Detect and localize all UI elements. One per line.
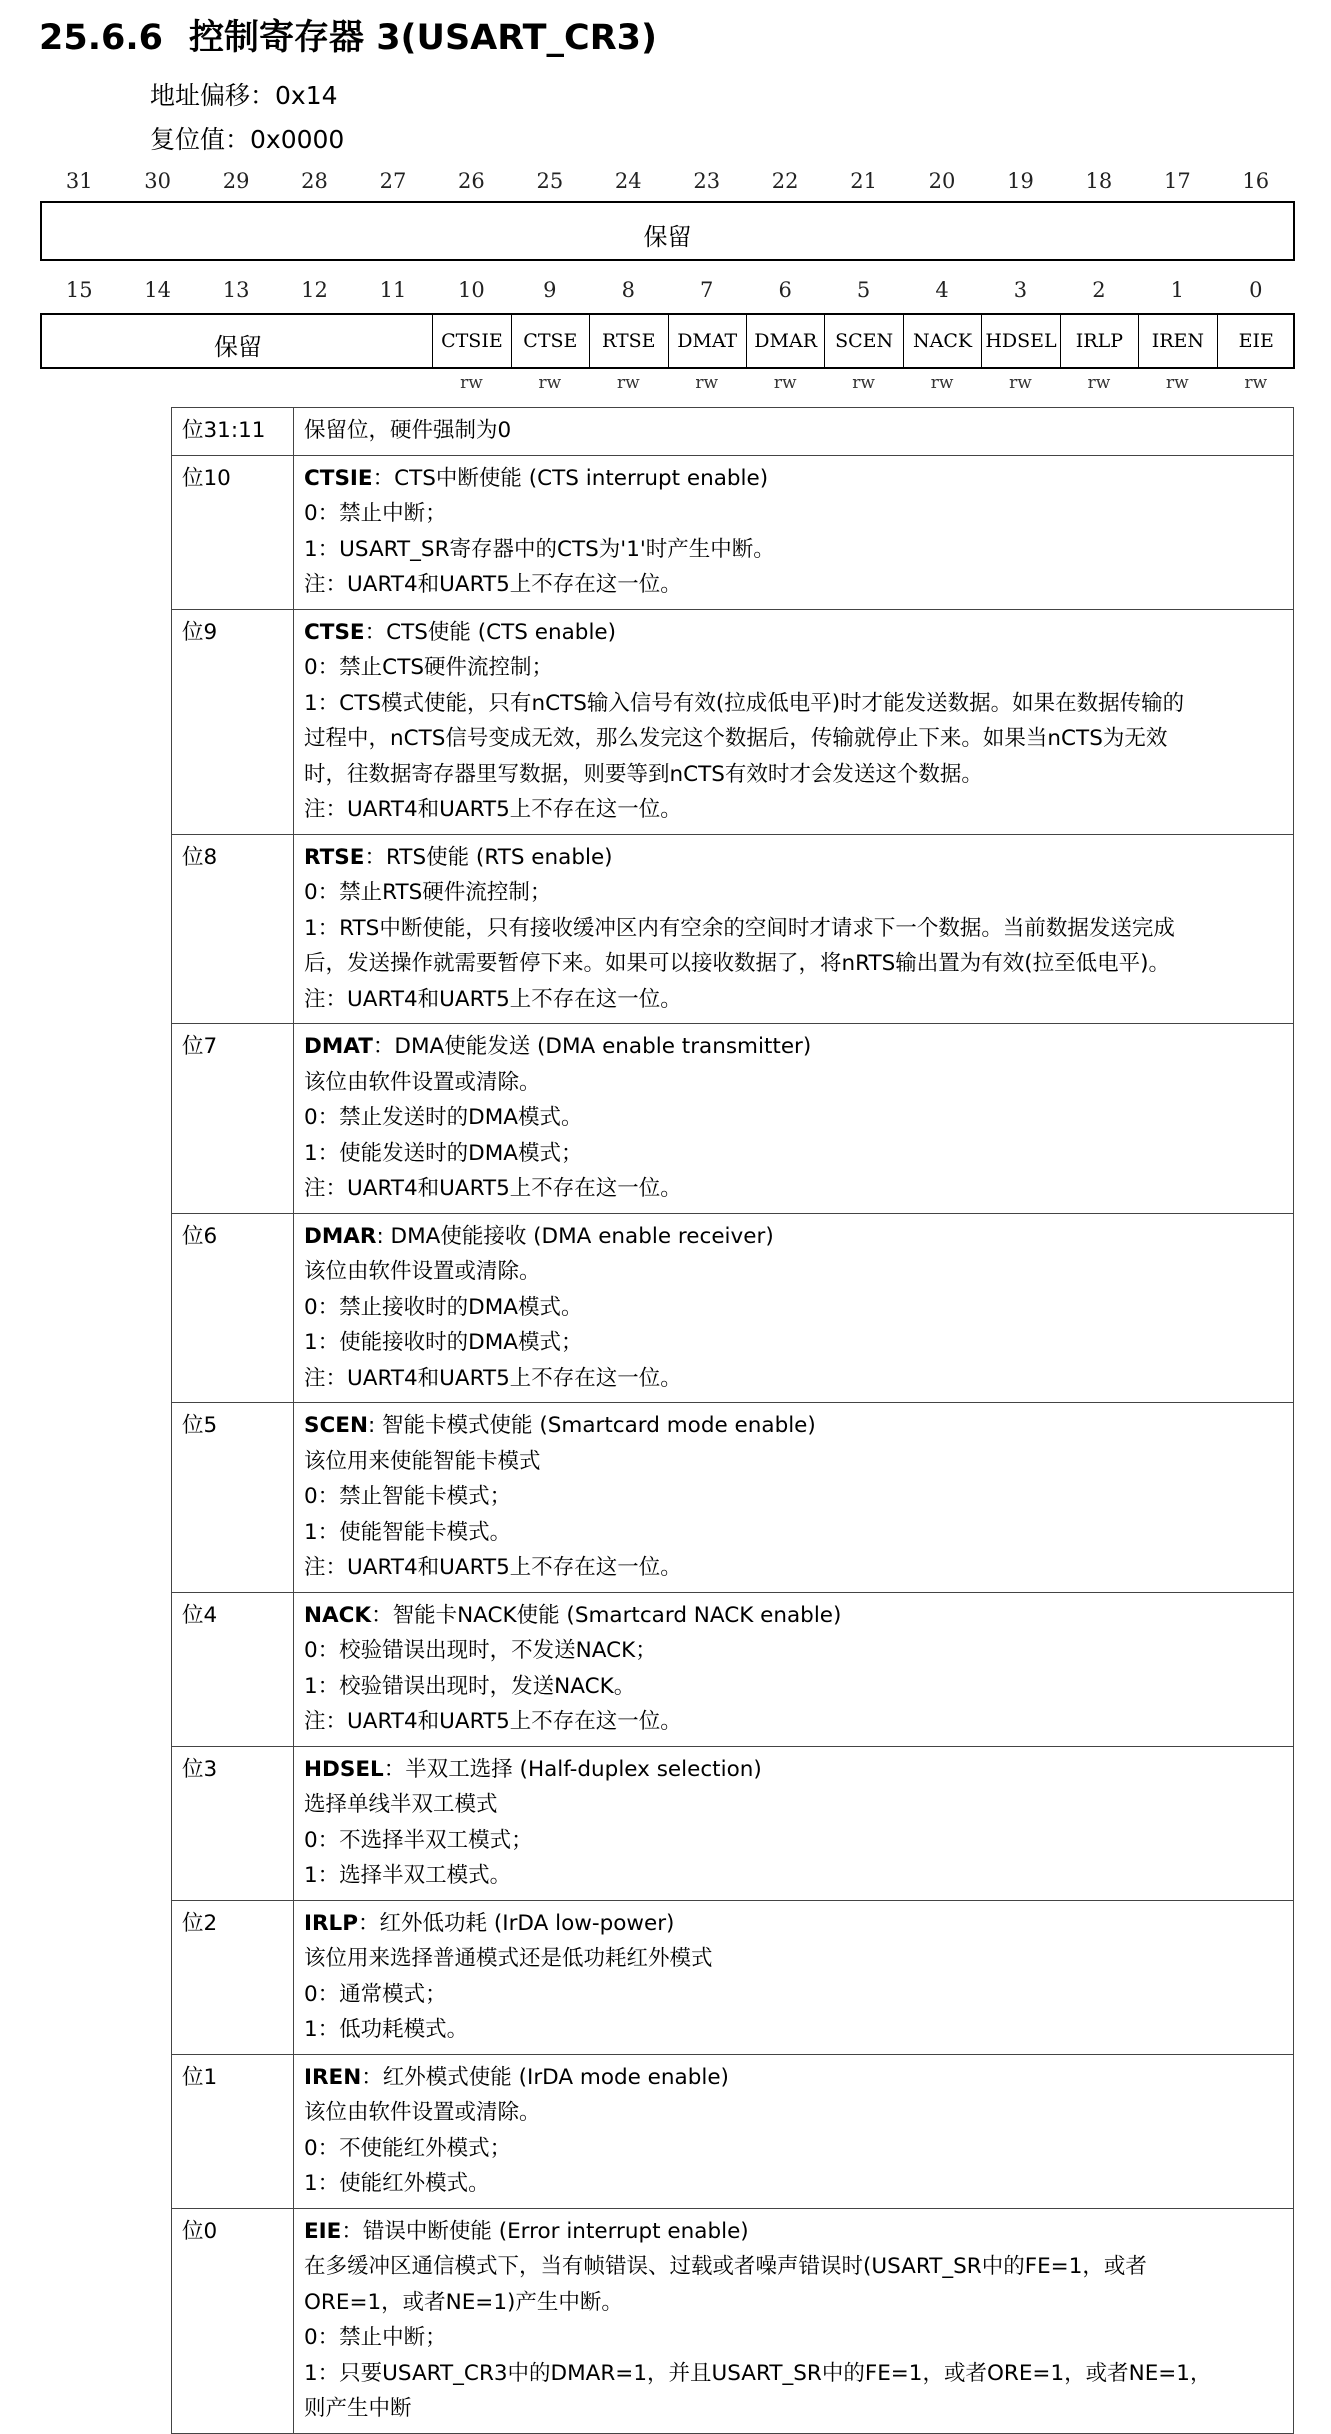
description-line: 0：禁止智能卡模式；	[304, 1484, 512, 1509]
field-cell-eie: EIE	[1217, 315, 1295, 367]
access-hdsel: rw	[1009, 373, 1032, 393]
description-line: 注：UART4和UART5上不存在这一位。	[304, 1555, 682, 1580]
field-heading	[304, 1752, 1285, 1788]
field-name: DMAT	[304, 1034, 373, 1059]
field-cell-irlp: IRLP	[1060, 315, 1138, 367]
field-cell-ctse: CTSE	[511, 315, 589, 367]
bit-position: 位2	[172, 1900, 294, 2054]
description-line: 该位由软件设置或清除。	[304, 2100, 541, 2125]
field-name: CTSIE	[304, 465, 373, 491]
table-row	[172, 2054, 1294, 2208]
description-line: 过程中，nCTS信号变成无效，那么发完这个数据后，传输就停止下来。如果当nCTS为无效	[304, 726, 1168, 751]
access-irlp: rw	[1087, 373, 1111, 393]
table-row	[172, 1403, 1294, 1593]
table-row	[172, 1900, 1294, 2054]
bit-number-27: 27	[379, 169, 407, 193]
access-row	[40, 373, 1295, 397]
field-cell-nack: NACK	[903, 315, 981, 367]
bit-number-18: 18	[1085, 169, 1113, 193]
access-eie: rw	[1244, 373, 1268, 393]
description-line: 1：RTS中断使能，只有接收缓冲区内有空余的空间时才请求下一个数据。当前数据发送完成	[304, 915, 1175, 941]
field-title: ：CTS使能 (CTS enable)	[364, 619, 617, 645]
bit-description	[294, 609, 1294, 834]
bit-number-10: 10	[458, 278, 485, 302]
description-line: 选择单线半双工模式	[304, 1792, 498, 1817]
table-row	[172, 1213, 1294, 1403]
description-line: 则产生中断	[304, 2396, 412, 2421]
field-name: RTSE	[304, 844, 365, 870]
field-heading	[304, 1906, 1285, 1942]
bit-description	[294, 1746, 1294, 1900]
field-title: : DMA使能接收 (DMA enable receiver)	[376, 1223, 774, 1249]
table-row	[172, 408, 1294, 456]
description-line: 1：校验错误出现时，发送NACK。	[304, 1673, 636, 1699]
description-line: 注：UART4和UART5上不存在这一位。	[304, 1709, 682, 1734]
field-name: HDSEL	[304, 1756, 384, 1782]
description-line: 0：禁止中断；	[304, 2325, 447, 2350]
table-row	[172, 455, 1294, 609]
bit-number-3: 3	[1013, 278, 1028, 302]
access-nack: rw	[930, 373, 954, 393]
bit-number-11: 11	[379, 278, 407, 302]
section-number: 25.6.6	[39, 18, 164, 58]
field-cell-scen: SCEN	[824, 315, 902, 367]
field-heading	[304, 2060, 1285, 2096]
description-line: 后，发送操作就需要暂停下来。如果可以接收数据了，将nRTS输出置为有效(拉至低电平)。	[304, 951, 1171, 976]
field-heading	[304, 1408, 1285, 1444]
field-title: ：智能卡NACK使能 (Smartcard NACK enable)	[371, 1602, 842, 1628]
table-row	[172, 1024, 1294, 1214]
description-line: 1：使能智能卡模式。	[304, 1519, 512, 1545]
bit-number-22: 22	[771, 169, 799, 193]
description-line: 保留位，硬件强制为0	[304, 418, 512, 443]
field-heading	[304, 840, 1285, 876]
bit-number-15: 15	[65, 278, 93, 302]
description-line: 0：校验错误出现时，不发送NACK；	[304, 1638, 657, 1663]
description-line: 注：UART4和UART5上不存在这一位。	[304, 797, 682, 822]
description-line: 1：CTS模式使能，只有nCTS输入信号有效(拉成低电平)时才能发送数据。如果在数据传输的	[304, 690, 1185, 716]
access-dmar: rw	[773, 373, 797, 393]
bit-number-4: 4	[935, 278, 949, 302]
description-line: 0：通常模式；	[304, 1981, 447, 2007]
description-line: 注：UART4和UART5上不存在这一位。	[304, 572, 682, 597]
bit-number-28: 28	[301, 169, 328, 193]
field-heading	[304, 1598, 1285, 1634]
description-line: 0：不使能红外模式；	[304, 2135, 512, 2161]
bit-number-5: 5	[856, 278, 871, 302]
bit-position: 位10	[172, 455, 294, 609]
bit-description-table	[171, 407, 1294, 2434]
description-line: 0：禁止RTS硬件流控制；	[304, 880, 552, 905]
description-line: 注：UART4和UART5上不存在这一位。	[304, 1365, 682, 1391]
bit-number-31: 31	[65, 169, 93, 193]
bit-position: 位7	[172, 1024, 294, 1214]
field-title: ：红外低功耗 (IrDA low-power)	[358, 1910, 675, 1936]
field-title: ：CTS中断使能 (CTS interrupt enable)	[372, 465, 769, 491]
bit-number-8: 8	[621, 278, 635, 302]
description-line: 1：低功耗模式。	[304, 2017, 469, 2042]
bit-number-19: 19	[1007, 169, 1034, 193]
description-line: 在多缓冲区通信模式下，当有帧错误、过载或者噪声错误时(USART_SR中的FE=1，或者	[304, 2254, 1147, 2279]
description-line: ORE=1，或者NE=1)产生中断。	[304, 2289, 623, 2315]
bit-number-14: 14	[144, 278, 172, 302]
bit-description	[294, 408, 1294, 456]
field-name: IREN	[304, 2064, 362, 2090]
lower-reserved-label: 保留	[214, 333, 262, 361]
bit-number-29: 29	[222, 169, 250, 193]
field-cell-ctsie: CTSIE	[432, 315, 510, 367]
description-line: 该位用来选择普通模式还是低功耗红外模式	[304, 1946, 713, 1971]
bit-number-2: 2	[1092, 278, 1106, 302]
table-row	[172, 834, 1294, 1024]
bit-number-21: 21	[850, 169, 877, 193]
bit-position: 位5	[172, 1403, 294, 1593]
bit-position: 位3	[172, 1746, 294, 1900]
description-line: 该位由软件设置或清除。	[304, 1069, 541, 1095]
bit-description	[294, 834, 1294, 1024]
lower-bit-numbers	[40, 278, 1295, 308]
bit-number-23: 23	[693, 169, 721, 193]
access-dmat: rw	[695, 373, 719, 393]
description-line: 0：不选择半双工模式；	[304, 1827, 533, 1853]
bit-description	[294, 1592, 1294, 1746]
description-line: 1：选择半双工模式。	[304, 1863, 512, 1888]
description-line: 1：使能接收时的DMA模式；	[304, 1330, 583, 1355]
field-title: ：DMA使能发送 (DMA enable transmitter)	[372, 1034, 812, 1059]
field-heading	[304, 1219, 1285, 1255]
bit-number-13: 13	[222, 278, 250, 302]
field-name: SCEN	[304, 1413, 368, 1438]
bit-position: 位0	[172, 2208, 294, 2433]
field-cell-dmat: DMAT	[668, 315, 746, 367]
bit-position: 位6	[172, 1213, 294, 1403]
section-title	[39, 10, 657, 60]
field-name: DMAR	[304, 1223, 377, 1249]
bit-number-24: 24	[614, 169, 642, 193]
description-line: 1：使能红外模式。	[304, 2171, 490, 2196]
description-line: 0：禁止CTS硬件流控制；	[304, 655, 553, 680]
access-scen: rw	[852, 373, 875, 393]
field-cell-rtse: RTSE	[589, 315, 667, 367]
bit-number-9: 9	[543, 278, 557, 302]
bit-number-6: 6	[778, 278, 792, 302]
register-upper-half	[40, 201, 1295, 261]
field-title: ：红外模式使能 (IrDA mode enable)	[361, 2064, 729, 2090]
access-iren: rw	[1166, 373, 1189, 393]
field-cell-dmar: DMAR	[746, 315, 824, 367]
field-heading	[304, 1029, 1285, 1065]
description-line: 1：只要USART_CR3中的DMAR=1，并且USART_SR中的FE=1，或者ORE=1，或者NE=1，	[304, 2360, 1212, 2386]
bit-number-30: 30	[144, 169, 172, 193]
field-heading	[304, 2214, 1285, 2250]
field-cell-hdsel: HDSEL	[981, 315, 1059, 367]
upper-bit-numbers	[40, 169, 1295, 199]
access-ctse: rw	[538, 373, 562, 393]
description-line: 该位由软件设置或清除。	[304, 1259, 541, 1284]
bit-number-1: 1	[1170, 278, 1185, 302]
field-name: EIE	[304, 2218, 342, 2244]
section-heading: 控制寄存器 3(USART_CR3)	[189, 18, 658, 58]
field-cell-iren: IREN	[1138, 315, 1216, 367]
description-line: 0：禁止接收时的DMA模式。	[304, 1294, 583, 1320]
bit-description	[294, 1024, 1294, 1214]
field-title: ：错误中断使能 (Error interrupt enable)	[341, 2218, 749, 2244]
field-heading	[304, 615, 1285, 651]
description-line: 0：禁止发送时的DMA模式。	[304, 1105, 583, 1130]
bit-number-20: 20	[928, 169, 956, 193]
access-rtse: rw	[616, 373, 640, 393]
table-row	[172, 2208, 1294, 2433]
description-line: 注：UART4和UART5上不存在这一位。	[304, 986, 682, 1012]
description-line: 0：禁止中断；	[304, 501, 447, 526]
bit-number-17: 17	[1163, 169, 1191, 193]
bit-position: 位9	[172, 609, 294, 834]
bit-position: 位8	[172, 834, 294, 1024]
field-heading	[304, 461, 1285, 497]
description-line: 时，往数据寄存器里写数据，则要等到nCTS有效时才会发送这个数据。	[304, 761, 983, 787]
register-lower-half	[40, 313, 1295, 369]
bit-description	[294, 2054, 1294, 2208]
bit-description	[294, 1213, 1294, 1403]
bit-description	[294, 2208, 1294, 2433]
bit-description	[294, 455, 1294, 609]
field-name: CTSE	[304, 619, 365, 645]
table-row	[172, 1746, 1294, 1900]
bit-number-0: 0	[1249, 278, 1263, 302]
bit-number-7: 7	[700, 278, 714, 302]
table-row	[172, 1592, 1294, 1746]
bit-number-26: 26	[458, 169, 485, 193]
bit-description	[294, 1403, 1294, 1593]
bit-position: 位4	[172, 1592, 294, 1746]
bit-number-25: 25	[536, 169, 564, 193]
table-row	[172, 609, 1294, 834]
upper-reserved-label: 保留	[643, 223, 692, 251]
address-offset: 地址偏移：0x14	[150, 81, 338, 110]
field-title: : 智能卡模式使能 (Smartcard mode enable)	[367, 1413, 816, 1438]
field-title: ：半双工选择 (Half-duplex selection)	[383, 1756, 762, 1782]
reset-value: 复位值：0x0000	[150, 125, 345, 154]
description-line: 1：USART_SR寄存器中的CTS为'1'时产生中断。	[304, 536, 775, 562]
description-line: 1：使能发送时的DMA模式；	[304, 1140, 583, 1166]
access-ctsie: rw	[460, 373, 483, 393]
description-line: 该位用来使能智能卡模式	[304, 1448, 541, 1474]
bit-position: 位1	[172, 2054, 294, 2208]
bit-description	[294, 1900, 1294, 2054]
bit-position: 位31:11	[172, 408, 294, 456]
description-line: 注：UART4和UART5上不存在这一位。	[304, 1176, 682, 1201]
field-name: IRLP	[304, 1910, 359, 1936]
bit-number-16: 16	[1242, 169, 1270, 193]
field-title: ：RTS使能 (RTS enable)	[364, 844, 613, 870]
bit-number-12: 12	[301, 278, 328, 302]
field-name: NACK	[304, 1602, 372, 1628]
